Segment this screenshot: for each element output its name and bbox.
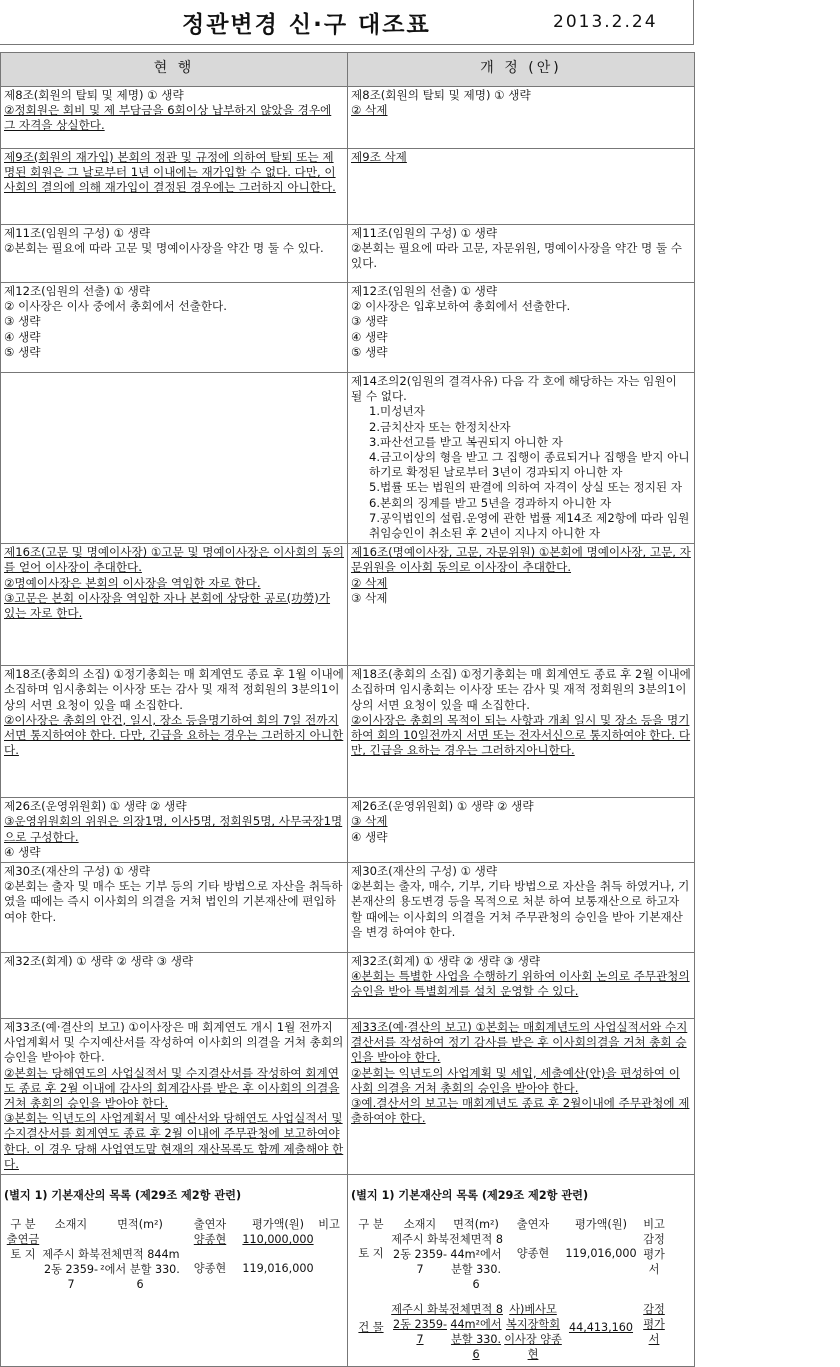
- comparison-table: [0, 52, 695, 1367]
- current-cell: [1, 149, 348, 225]
- clause-text: ③ 생략: [4, 314, 41, 329]
- clause-text: 제26조(운영위원회) ① 생략 ② 생략: [4, 799, 187, 814]
- clause-text: ④ 생략: [351, 829, 388, 844]
- revised-cell: [348, 225, 695, 283]
- revised-cell: [348, 87, 695, 149]
- ap-cell: 제주시 화북2동 2359-7: [42, 1248, 100, 1292]
- clause-text: ②본회는 필요에 따라 고문 및 명예이사장을 약간 명 둘 수 있다.: [4, 241, 324, 256]
- ap-cell: 제주시 화북2동 2359-7: [391, 1303, 449, 1347]
- ap-cell: 양종현: [516, 1247, 550, 1261]
- ap-cell: 감정평가서: [643, 1233, 665, 1277]
- revised-cell: [348, 798, 695, 863]
- document-date: 2013.2.24: [553, 12, 658, 32]
- clause-text: 제16조(명예이사장, 고문, 자문위원) ①본회에 명예이사장, 고문, 자문위원을 이사회 동의로 이사장이 추대한다.: [351, 545, 691, 575]
- table-row: [1, 225, 695, 283]
- revised-cell: [348, 373, 695, 544]
- ap-cell: 건 물: [358, 1321, 384, 1335]
- clause-text: 5.법률 또는 법원의 판결에 의하여 자격이 상실 또는 정지된 자: [369, 480, 683, 495]
- revised-cell: [348, 544, 695, 666]
- current-cell: [1, 283, 348, 373]
- ap-cell: 사)베사모 복지장학회 이사장 양종현: [504, 1303, 562, 1362]
- table-row: [1, 544, 695, 666]
- ap-cell: 토 지: [10, 1248, 36, 1262]
- ap-header: 면적(m²): [453, 1218, 499, 1232]
- ap-cell: 양종현: [193, 1233, 227, 1247]
- current-cell: [1, 863, 348, 953]
- clause-text: 제33조(예·결산의 보고) ①이사장은 매 회계연도 개시 1월 전까지 사업계획서 및 수지예산서를 작성하여 이사회의 의결을 거쳐 총회의 승인을 받아야 한다.: [4, 1020, 344, 1065]
- current-cell: [1, 798, 348, 863]
- clause-text: 2.금치산자 또는 한정치산자: [369, 419, 511, 434]
- ap-header: 소재지: [403, 1218, 437, 1232]
- table-row: [1, 798, 695, 863]
- revised-cell: [348, 283, 695, 373]
- ap-cell: 44,413,160: [568, 1321, 634, 1335]
- current-cell: [1, 1019, 348, 1175]
- table-row: [1, 373, 695, 544]
- clause-text: 제26조(운영위원회) ① 생략 ② 생략: [351, 799, 534, 814]
- ap-cell: 제주시 화북2동 2359-7: [391, 1233, 449, 1277]
- appendix-revised-grid: [351, 1217, 691, 1362]
- clause-text: ③ 삭제: [351, 814, 388, 829]
- current-cell: [1, 544, 348, 666]
- clause-text: ④ 생략: [4, 329, 41, 344]
- clause-text: ② 이사장은 이사 중에서 총회에서 선출한다.: [4, 299, 227, 314]
- ap-cell: 양종현: [193, 1262, 227, 1276]
- clause-text: 6.본회의 징계를 받고 5년을 경과하지 아니한 자: [369, 495, 612, 510]
- table-row: [1, 87, 695, 149]
- ap-cell: 119,016,000: [565, 1247, 637, 1261]
- clause-text: 제32조(회계) ① 생략 ② 생략 ③ 생략: [351, 954, 541, 969]
- current-cell: [1, 373, 348, 544]
- clause-text: ③ 삭제: [351, 590, 388, 605]
- revised-cell: [348, 953, 695, 1019]
- clause-text: ② 삭제: [351, 575, 388, 590]
- ap-cell: 110,000,000: [242, 1233, 314, 1247]
- clause-text: ② 이사장은 입후보하여 총회에서 선출한다.: [351, 299, 571, 314]
- clause-text: ⑤ 생략: [351, 344, 388, 359]
- clause-text: 1.미성년자: [369, 404, 425, 419]
- appendix-row: [1, 1175, 695, 1367]
- clause-text: 제9조 삭제: [351, 150, 407, 164]
- table-row: [1, 666, 695, 798]
- clause-text: 제33조(예·결산의 보고) ①본회는 매회계년도의 사업실적서와 수지결산서를 작성하여 정기 감사를 받은 후 이사회의결을 거쳐 총회 승인을 받아야 한다.: [351, 1020, 688, 1065]
- table-row: [1, 283, 695, 373]
- ap-header: 출연자: [193, 1218, 227, 1232]
- clause-text: ②본회는 익년도의 사업계획 및 세입, 세출예산(안)을 편성하여 이사회 의결을 거쳐 총회의 승인을 받아야 한다.: [351, 1065, 680, 1095]
- clause-text: ③운영위원회의 위원은 의장1명, 이사5명, 정회원5명, 사무국장1명으로 구성한다.: [4, 814, 343, 844]
- table-row: [1, 149, 695, 225]
- clause-text: ②본회는 출자, 매수, 기부, 기타 방법으로 자산을 취득 하였거나, 기본재산의 용도변경 등을 목적으로 처분 하여 보통재산으로 하고자 할 때에는 이사회의 의결을 거쳐 주무관청의 승인을 받아 기본재산을 변경 하여야 한다.: [351, 879, 690, 939]
- clause-text: ③예.결산서의 보고는 매회계년도 종료 후 2월이내에 주무관청에 제출하여야 한다.: [351, 1096, 690, 1126]
- column-header-current: 현 행: [1, 53, 348, 87]
- clause-text: 제8조(회원의 탈퇴 및 제명) ① 생략: [351, 88, 531, 102]
- column-header-revised: 개 정 (안): [348, 53, 695, 87]
- ap-header: 면적(m²): [117, 1218, 163, 1232]
- clause-text: ②정회원은 회비 및 제 부담금을 6회이상 납부하지 않았을 경우에 그 자격을 상실한다.: [4, 103, 332, 133]
- document-title: 정관변경 신·구 대조표: [182, 12, 431, 38]
- clause-text: ⑤ 생략: [4, 344, 41, 359]
- current-cell: [1, 87, 348, 149]
- clause-text: ③ 생략: [351, 314, 388, 329]
- clause-text: 제30조(재산의 구성) ① 생략: [351, 864, 498, 879]
- ap-cell: 전체면적 844m²에서 분할 330.6: [449, 1233, 503, 1292]
- comparison-rows: [1, 87, 695, 1175]
- ap-cell: 토 지: [358, 1247, 384, 1261]
- ap-header: 평가액(원): [575, 1218, 627, 1232]
- ap-cell: 전체면적 844m²에서 분할 330.6: [449, 1303, 503, 1362]
- clause-text: ②본회는 당해연도의 사업실적서 및 수지결산서를 작성하여 회계연도 종료 후 2월 이내에 감사의 회계감사를 받은 후 이사회의 의결을 거쳐 총회의 승인을 받아야 한다.: [4, 1065, 340, 1111]
- ap-header: 구 분: [10, 1218, 36, 1232]
- appendix-current-title: (별지 1) 기본재산의 목록 (제29조 제2항 관련): [4, 1189, 242, 1203]
- revised-cell: [348, 149, 695, 225]
- clause-text: ②이사장은 총회의 목적이 되는 사항과 개최 일시 및 장소 등을 명기하여 회의 10일전까지 서면 또는 전자서신으로 통지하여야 한다. 다만, 긴급을 요하는 경우는 그러하지아니한다.: [351, 712, 691, 758]
- clause-text: ② 삭제: [351, 103, 388, 118]
- current-cell: [1, 953, 348, 1019]
- clause-text: ④ 생략: [351, 329, 388, 344]
- ap-cell: 출연금: [6, 1233, 40, 1247]
- ap-header: 평가액(원): [252, 1218, 304, 1232]
- appendix-revised: [348, 1175, 695, 1367]
- ap-header: 비고: [318, 1218, 340, 1232]
- table-row: [1, 863, 695, 953]
- document-header: [0, 0, 694, 45]
- clause-text: 제32조(회계) ① 생략 ② 생략 ③ 생략: [4, 954, 194, 969]
- ap-cell: 119,016,000: [242, 1262, 314, 1276]
- clause-text: 제11조(임원의 구성) ① 생략: [351, 226, 498, 240]
- clause-text: 3.파산선고를 받고 복권되지 아니한 자: [369, 434, 563, 449]
- appendix-revised-title: (별지 1) 기본재산의 목록 (제29조 제2항 관련): [351, 1189, 589, 1203]
- ap-cell: 전체면적 844m²에서 분할 330.6: [100, 1248, 180, 1292]
- table-header-row: [1, 53, 695, 87]
- appendix-current-grid: [4, 1217, 344, 1292]
- clause-text: 제9조(회원의 재가입) 본회의 정관 및 규정에 의하여 탈퇴 또는 제명된 회원은 그 날로부터 1년 이내에는 재가입할 수 없다. 다만, 이사회의 결의에 의해 재가입이 결정된 경우에는 그러하지 아니한다.: [4, 150, 336, 195]
- ap-header: 비고: [643, 1218, 665, 1232]
- table-row: [1, 1019, 695, 1175]
- table-row: [1, 953, 695, 1019]
- clause-text: ②본회는 출자 및 매수 또는 기부 등의 기타 방법으로 자산을 취득하였을 때에는 즉시 이사회의 의결을 거쳐 법인의 기본재산에 편입하여야 한다.: [4, 879, 343, 924]
- clause-text: 7.공익법인의 설립.운영에 관한 법률 제14조 제2항에 따라 임원 취임승인이 취소된 후 2년이 지나지 아니한 자: [369, 510, 690, 541]
- ap-header: 구 분: [358, 1218, 384, 1232]
- clause-text: 제11조(임원의 구성) ① 생략: [4, 226, 151, 240]
- clause-text: 제18조(총회의 소집) ①정기총회는 매 회계연도 종료 후 2월 이내에 소집하며 임시총회는 이사장 또는 감사 및 재적 정회원의 3분의1이상의 서면 요청이 있을 때 소집한다.: [351, 667, 691, 712]
- clause-text: 제8조(회원의 탈퇴 및 제명) ① 생략: [4, 88, 184, 102]
- clause-text: 제12조(임원의 선출) ① 생략: [351, 284, 498, 298]
- ap-cell: [316, 1232, 342, 1247]
- clause-text: ④ 생략: [4, 844, 41, 859]
- ap-cell: [316, 1247, 342, 1292]
- clause-text: ②이사장은 총회의 안건, 일시, 장소 등을명기하여 회의 7일 전까지 서면 통지하여야 한다. 다만, 긴급을 요하는 경우는 그러하지 아니한다.: [4, 712, 344, 758]
- clause-text: 제30조(재산의 구성) ① 생략: [4, 864, 151, 879]
- clause-text: ③본회는 익년도의 사업계획서 및 예산서와 당해연도 사업실적서 및 수지결산서를 회계연도 종료 후 2월 이내에 주무관청에 보고하여야 한다. 이 경우 당해 사업연도말 현재의 재산목록도 함께 제출해야 한다.: [4, 1111, 344, 1171]
- clause-text: 제12조(임원의 선출) ① 생략: [4, 284, 151, 298]
- ap-header: 소재지: [54, 1218, 88, 1232]
- appendix-current: [1, 1175, 348, 1367]
- ap-cell: 감정평가서: [643, 1303, 665, 1347]
- clause-text: ④본회는 특별한 사업을 수행하기 위하여 이사회 논의로 주무관청의 승인을 받아 특별회계를 설치 운영할 수 있다.: [351, 969, 690, 999]
- clause-text: ②본회는 필요에 따라 고문, 자문위원, 명예이사장을 약간 명 둘 수 있다.: [351, 241, 682, 271]
- current-cell: [1, 666, 348, 798]
- revised-cell: [348, 863, 695, 953]
- revised-cell: [348, 1019, 695, 1175]
- ap-header: 출연자: [516, 1218, 550, 1232]
- clause-text: 제18조(총회의 소집) ①정기총회는 매 회계연도 종료 후 1월 이내에 소집하며 임시총회는 이사장 또는 감사 및 재적 정회원의 3분의1이상의 서면 요청이 있을 때 소집한다.: [4, 667, 344, 712]
- ap-cell: [42, 1232, 100, 1247]
- clause-text: 제16조(고문 및 명예이사장) ①고문 및 명예이사장은 이사회의 동의를 얻어 이사장이 추대한다.: [4, 545, 344, 575]
- clause-text: 4.금고이상의 형을 받고 그 집행이 종료되거나 집행을 받지 아니하기로 확정된 날로부터 3년이 경과되지 아니한 자: [369, 450, 690, 480]
- clause-text: ③고문은 본회 이사장을 역임한 자나 본회에 상당한 공로(功勞)가 있는 자로 한다.: [4, 590, 331, 621]
- clause-text: 제14조의2(임원의 결격사유) 다음 각 호에 해당하는 자는 임원이 될 수 없다.: [351, 374, 677, 404]
- ap-cell: [100, 1232, 180, 1247]
- current-cell: [1, 225, 348, 283]
- clause-text: ②명예이사장은 본회의 이사장을 역임한 자로 한다.: [4, 575, 261, 590]
- revised-cell: [348, 666, 695, 798]
